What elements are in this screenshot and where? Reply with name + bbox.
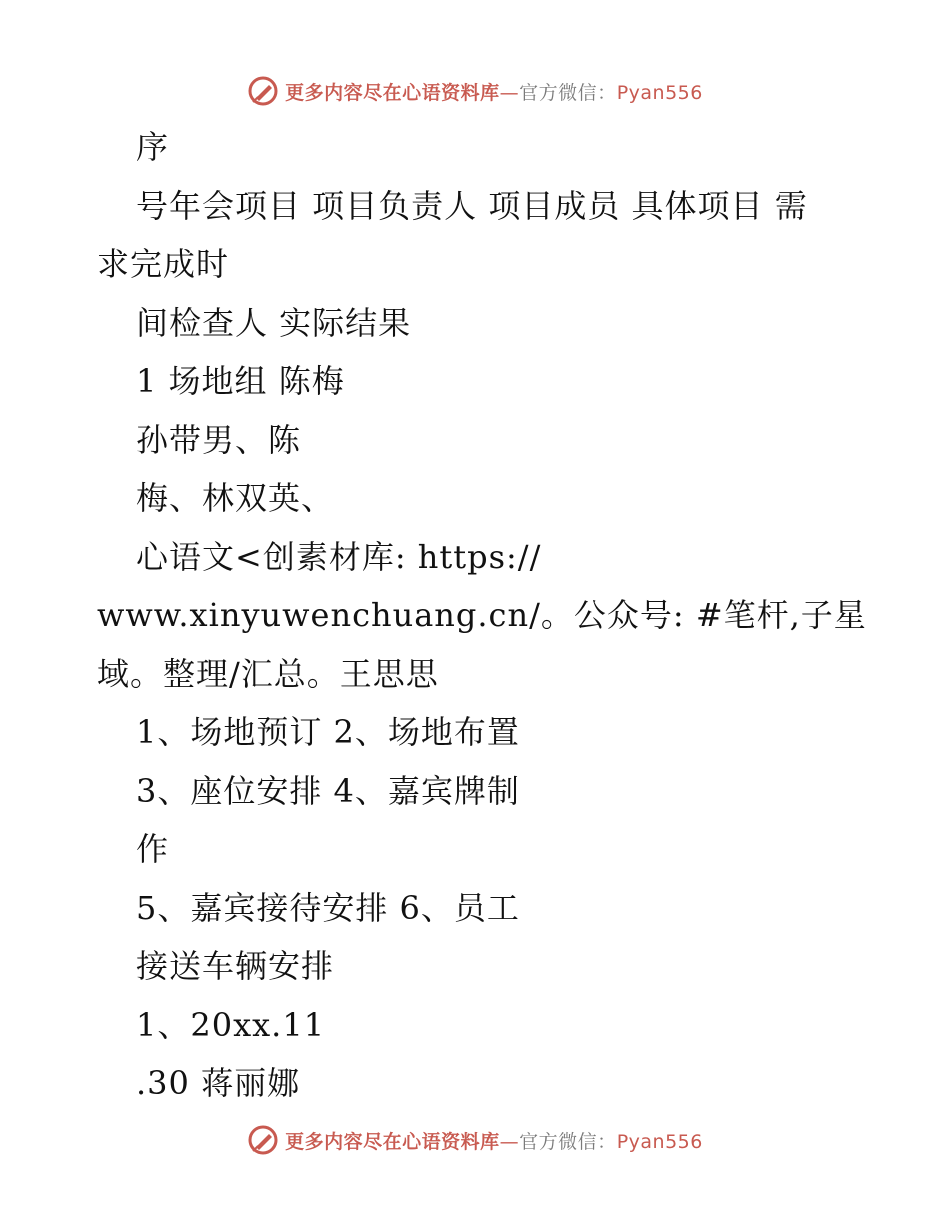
banner-title: 更多内容尽在心语资料库 bbox=[285, 1130, 500, 1153]
text-line: 3、座位安排 4、嘉宾牌制 bbox=[136, 771, 520, 810]
text-line: 1、20xx.11 bbox=[136, 1005, 326, 1044]
banner-wechat-label: 官方微信： bbox=[519, 1130, 617, 1153]
text-line: 序 bbox=[136, 128, 170, 166]
banner-text bbox=[285, 78, 703, 105]
text-line: 号年会项目 项目负责人 项目成员 具体项目 需 bbox=[136, 186, 808, 225]
text-line: 5、嘉宾接待安排 6、员工 bbox=[136, 888, 520, 927]
text-line: 1 场地组 陈梅 bbox=[136, 362, 345, 400]
banner-wechat-label: 官方微信： bbox=[519, 81, 617, 104]
pen-seal-icon bbox=[247, 75, 279, 107]
banner-separator: — bbox=[499, 81, 520, 104]
banner-title: 更多内容尽在心语资料库 bbox=[285, 81, 500, 104]
document-body bbox=[0, 118, 950, 1113]
banner-wechat-id: Pyan556 bbox=[616, 81, 703, 104]
text-line: www.xinyuwenchuang.cn/。公众号: #笔杆,子星 bbox=[97, 596, 867, 634]
banner-text bbox=[285, 1127, 703, 1154]
text-line: 1、场地预订 2、场地布置 bbox=[136, 713, 520, 751]
banner-separator: — bbox=[499, 1130, 520, 1153]
header-banner bbox=[0, 71, 950, 111]
footer-banner bbox=[0, 1120, 950, 1160]
text-line: 作 bbox=[136, 830, 170, 868]
text-line: 接送车辆安排 bbox=[136, 947, 335, 985]
text-line: 间检查人 实际结果 bbox=[136, 303, 412, 342]
text-line: 域。整理/汇总。王思思 bbox=[97, 654, 439, 693]
banner-wechat-id: Pyan556 bbox=[616, 1130, 703, 1153]
text-line: 心语文<创素材库: https:// bbox=[136, 537, 542, 576]
text-line: 孙带男、陈 bbox=[136, 420, 302, 459]
text-line: .30 蒋丽娜 bbox=[136, 1064, 301, 1102]
text-line: 梅、林双英、 bbox=[136, 479, 335, 517]
text-line: 求完成时 bbox=[97, 245, 230, 283]
pen-seal-icon bbox=[247, 1124, 279, 1156]
